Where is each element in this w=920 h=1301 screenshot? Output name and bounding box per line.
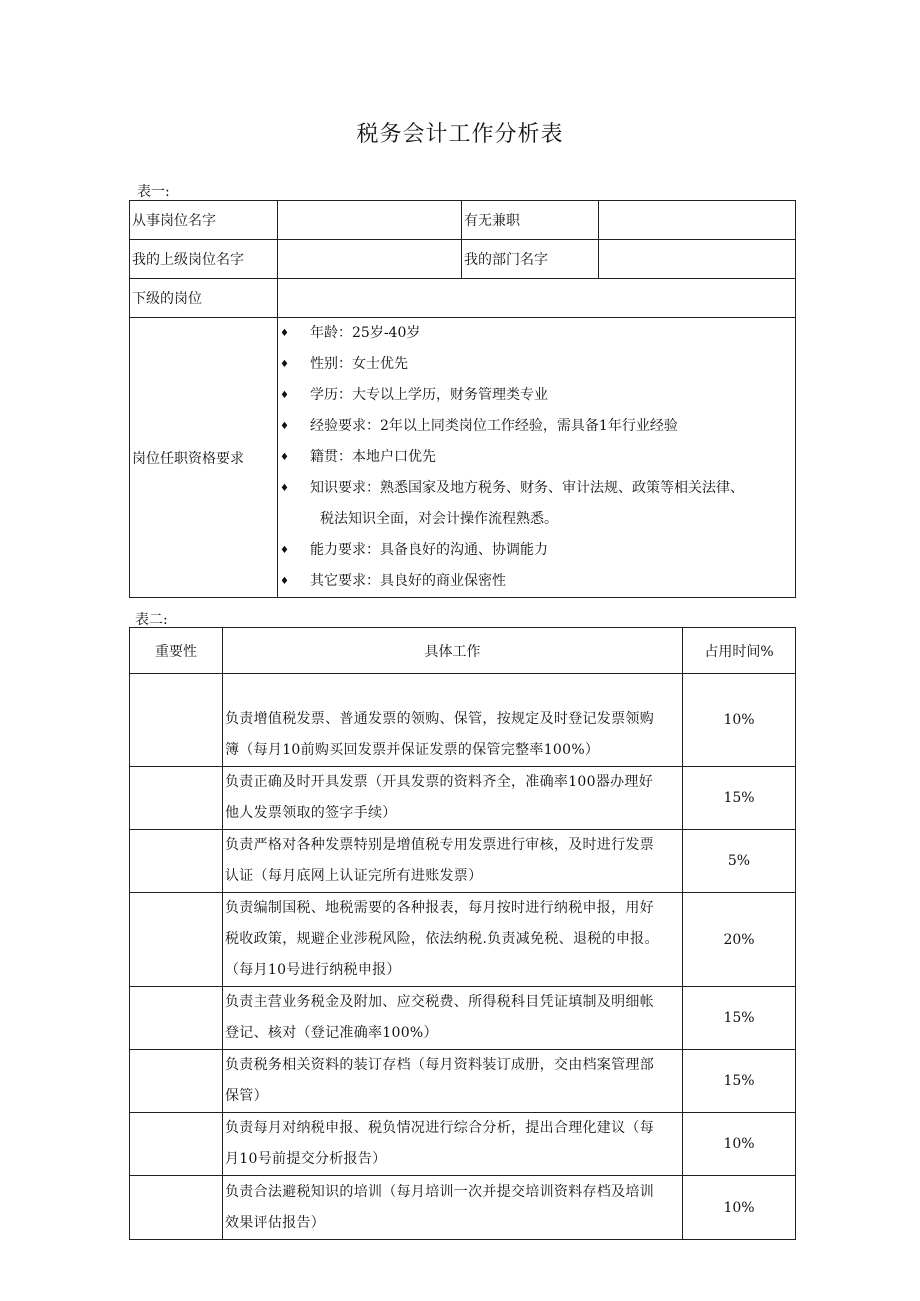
table-row — [130, 893, 796, 987]
superior-position-label: 我的上级岗位名字 — [130, 240, 278, 279]
list-item: ♦ 能力要求：具备良好的沟通、协调能力 — [280, 535, 795, 566]
importance-cell[interactable] — [130, 1113, 223, 1176]
importance-cell[interactable] — [130, 767, 223, 830]
work-line: 负责严格对各种发票特别是增值税专用发票进行审核，及时进行发票 — [225, 837, 654, 853]
requirements-list — [280, 318, 795, 597]
time-cell: 5% — [683, 830, 796, 893]
table-row — [130, 830, 796, 893]
table-row — [130, 767, 796, 830]
subordinate-position-label: 下级的岗位 — [130, 279, 278, 318]
list-item-continuation: 税法知识全面，对会计操作流程熟悉。 — [320, 511, 558, 527]
requirements-cell — [278, 318, 796, 598]
list-item: ♦ 知识要求：熟悉国家及地方税务、财务、审计法规、政策等相关法律、 — [280, 473, 795, 504]
department-label: 我的部门名字 — [462, 240, 599, 279]
time-cell: 15% — [683, 767, 796, 830]
diamond-bullet-icon: ♦ — [280, 576, 289, 587]
table-row — [130, 674, 796, 767]
table-row — [130, 279, 796, 318]
time-cell: 15% — [683, 1050, 796, 1113]
importance-cell[interactable] — [130, 674, 223, 767]
importance-cell[interactable] — [130, 1050, 223, 1113]
diamond-bullet-icon: ♦ — [280, 545, 289, 556]
diamond-bullet-icon: ♦ — [280, 359, 289, 370]
work-line: 他人发票领取的签字手续） — [225, 805, 397, 821]
requirements-label: 岗位任职资格要求 — [130, 318, 278, 598]
table-header-row — [130, 628, 796, 674]
department-value[interactable] — [599, 240, 796, 279]
table2-label: 表二: — [135, 612, 168, 628]
time-header: 占用时间% — [683, 628, 796, 674]
time-cell: 20% — [683, 893, 796, 987]
table-row — [130, 1113, 796, 1176]
table-row — [130, 201, 796, 240]
work-cell — [223, 767, 683, 830]
work-line: 月10号前提交分析报告） — [225, 1151, 387, 1167]
work-line: 负责主营业务税金及附加、应交税费、所得税科目凭证填制及明细帐 — [225, 994, 654, 1010]
time-cell: 10% — [683, 1176, 796, 1240]
importance-header: 重要性 — [130, 628, 223, 674]
table-row — [130, 1050, 796, 1113]
work-line: 负责编制国税、地税需要的各种报表，每月按时进行纳税申报，用好 — [225, 900, 654, 916]
superior-position-value[interactable] — [278, 240, 462, 279]
work-line: 负责正确及时开具发票（开具发票的资料齐全，准确率100器办理好 — [225, 774, 654, 790]
list-item: ♦ 经验要求：2年以上同类岗位工作经验，需具备1年行业经验 — [280, 411, 795, 442]
work-line: 簿（每月10前购买回发票并保证发票的保管完整率100%） — [225, 742, 600, 758]
list-item: ♦ 籍贯：本地户口优先 — [280, 442, 795, 473]
page-title: 税务会计工作分析表 — [356, 122, 564, 147]
list-item: ♦ 其它要求：具良好的商业保密性 — [280, 566, 795, 597]
work-line: 负责合法避税知识的培训（每月培训一次并提交培训资料存档及培训 — [225, 1183, 654, 1200]
work-line: 效果评估报告） — [225, 1214, 326, 1231]
diamond-bullet-icon: ♦ — [280, 452, 289, 463]
work-cell — [223, 1176, 683, 1240]
job-info-table — [129, 200, 796, 598]
table-row — [130, 1176, 796, 1240]
work-line: 保管） — [225, 1088, 268, 1104]
table-row — [130, 318, 796, 598]
work-cell — [223, 674, 683, 767]
diamond-bullet-icon: ♦ — [280, 483, 289, 494]
work-line: 负责增值税发票、普通发票的领购、保管，按规定及时登记发票领购 — [225, 711, 654, 727]
part-time-value[interactable] — [599, 201, 796, 240]
work-line: 登记、核对（登记准确率100%） — [225, 1025, 438, 1041]
list-item: ♦ 性别：女士优先 — [280, 349, 795, 380]
table-row — [130, 987, 796, 1050]
importance-cell[interactable] — [130, 830, 223, 893]
importance-cell[interactable] — [130, 987, 223, 1050]
diamond-bullet-icon: ♦ — [280, 421, 289, 432]
position-name-value[interactable] — [278, 201, 462, 240]
work-cell — [223, 987, 683, 1050]
subordinate-position-value[interactable] — [278, 279, 796, 318]
work-analysis-table — [129, 627, 796, 1240]
work-line: 税收政策，规避企业涉税风险，依法纳税.负责减免税、退税的申报。 — [225, 931, 659, 947]
work-cell — [223, 1113, 683, 1176]
work-cell — [223, 893, 683, 987]
work-header: 具体工作 — [223, 628, 683, 674]
time-cell: 10% — [683, 1113, 796, 1176]
work-cell — [223, 830, 683, 893]
importance-cell[interactable] — [130, 1176, 223, 1240]
part-time-label: 有无兼职 — [462, 201, 599, 240]
work-line: 负责每月对纳税申报、税负情况进行综合分析，提出合理化建议（每 — [225, 1120, 654, 1136]
table-row — [130, 240, 796, 279]
work-line: 负责税务相关资料的装订存档（每月资料装订成册，交由档案管理部 — [225, 1057, 654, 1073]
position-name-label: 从事岗位名字 — [130, 201, 278, 240]
importance-cell[interactable] — [130, 893, 223, 987]
table1-label: 表一: — [137, 184, 170, 200]
diamond-bullet-icon: ♦ — [280, 390, 289, 401]
work-cell — [223, 1050, 683, 1113]
work-line: （每月10号进行纳税申报） — [225, 962, 401, 978]
work-line: 认证（每月底网上认证完所有进账发票） — [225, 868, 483, 884]
list-item: ♦ 学历：大专以上学历，财务管理类专业 — [280, 380, 795, 411]
list-item: ♦ 年龄：25岁-40岁 — [280, 318, 795, 349]
diamond-bullet-icon: ♦ — [280, 328, 289, 339]
time-cell: 15% — [683, 987, 796, 1050]
time-cell: 10% — [683, 674, 796, 767]
